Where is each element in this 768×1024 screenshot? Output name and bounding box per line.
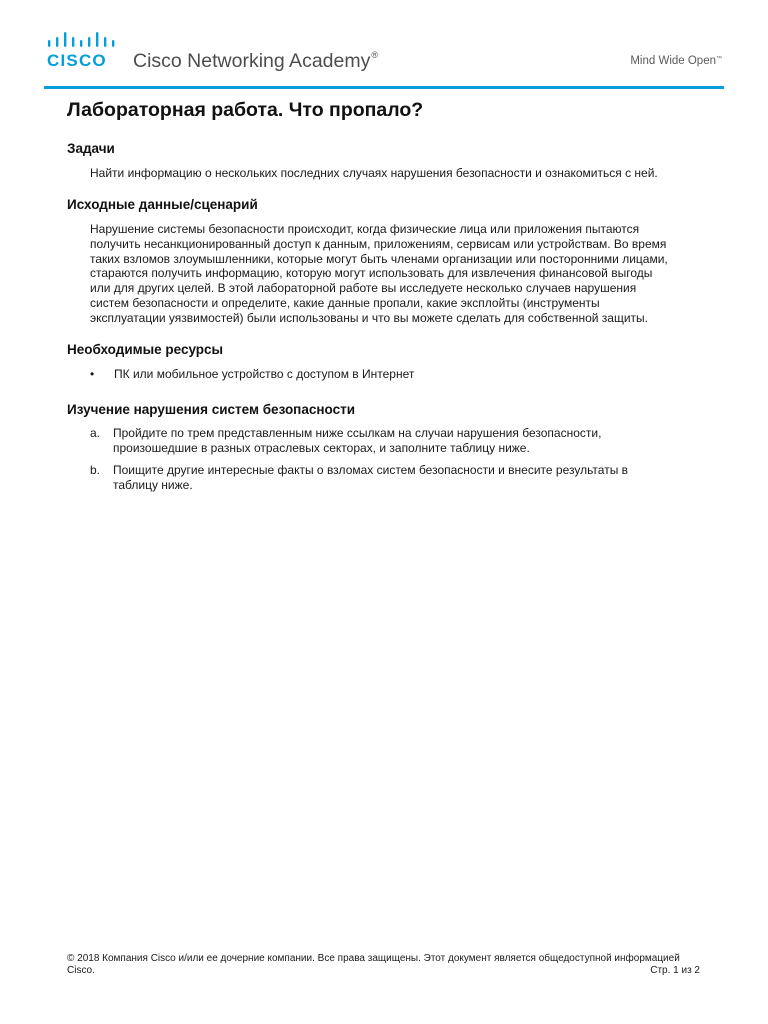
trademark-mark: ™ [716,56,722,62]
tasks-text: Найти информацию о нескольких последних случаях нарушения безопасности и ознакомиться с ней. [90,166,658,180]
resource-item-text: ПК или мобильное устройство с доступом в Интернет [114,367,415,381]
step-marker: a. [90,426,101,440]
step-text: Пройдите по трем представленным ниже ссылкам на случаи нарушения безопасности, произошедшие в разных отраслевых секторах, и заполните таблицу ниже. [113,426,602,455]
scenario-heading: Исходные данные/сценарий [67,197,258,212]
step-text: Поищите другие интересные факты о взломах систем безопасности и внесите результаты в таблицу ниже. [113,463,629,492]
academy-name: Cisco Networking Academy® [133,50,378,72]
resources-heading: Необходимые ресурсы [67,342,224,357]
bullet-icon: • [90,367,95,381]
cisco-wordmark: CISCO [47,51,107,70]
study-heading: Изучение нарушения систем безопасности [67,402,355,417]
header-divider [44,86,724,89]
tagline: Mind Wide Open™ [630,55,722,67]
registered-mark: ® [371,50,378,60]
copyright-footer: © 2018 Компания Cisco и/или ее дочерние компании. Все права защищены. Этот документ является общедоступной информацией Cisco. [67,953,680,976]
step-marker: b. [90,463,101,477]
page-number: Стр. 1 из 2 [650,965,700,976]
page-header [0,0,768,96]
page-title: Лабораторная работа. Что пропало? [67,99,424,121]
tasks-heading: Задачи [67,141,115,156]
scenario-paragraph: Нарушение системы безопасности происходит, когда физические лица или приложения пытаются получить несанкционированный доступ к данным, приложениям, сервисам или устройствам. Во время таких взломов злоумышленники, которые могут быть членами организации или посторонними лицами, стараются получить информацию, которую могут использовать для извлечения финансовой выгоды или для других целей. В этой лабораторной работе вы исследуете несколько случаев нарушения систем безопасности и определите, какие данные пропали, какие эксплойты (инструменты эксплуатации уязвимостей) были использованы и что вы можете сделать для собственной защиты. [90,222,668,325]
